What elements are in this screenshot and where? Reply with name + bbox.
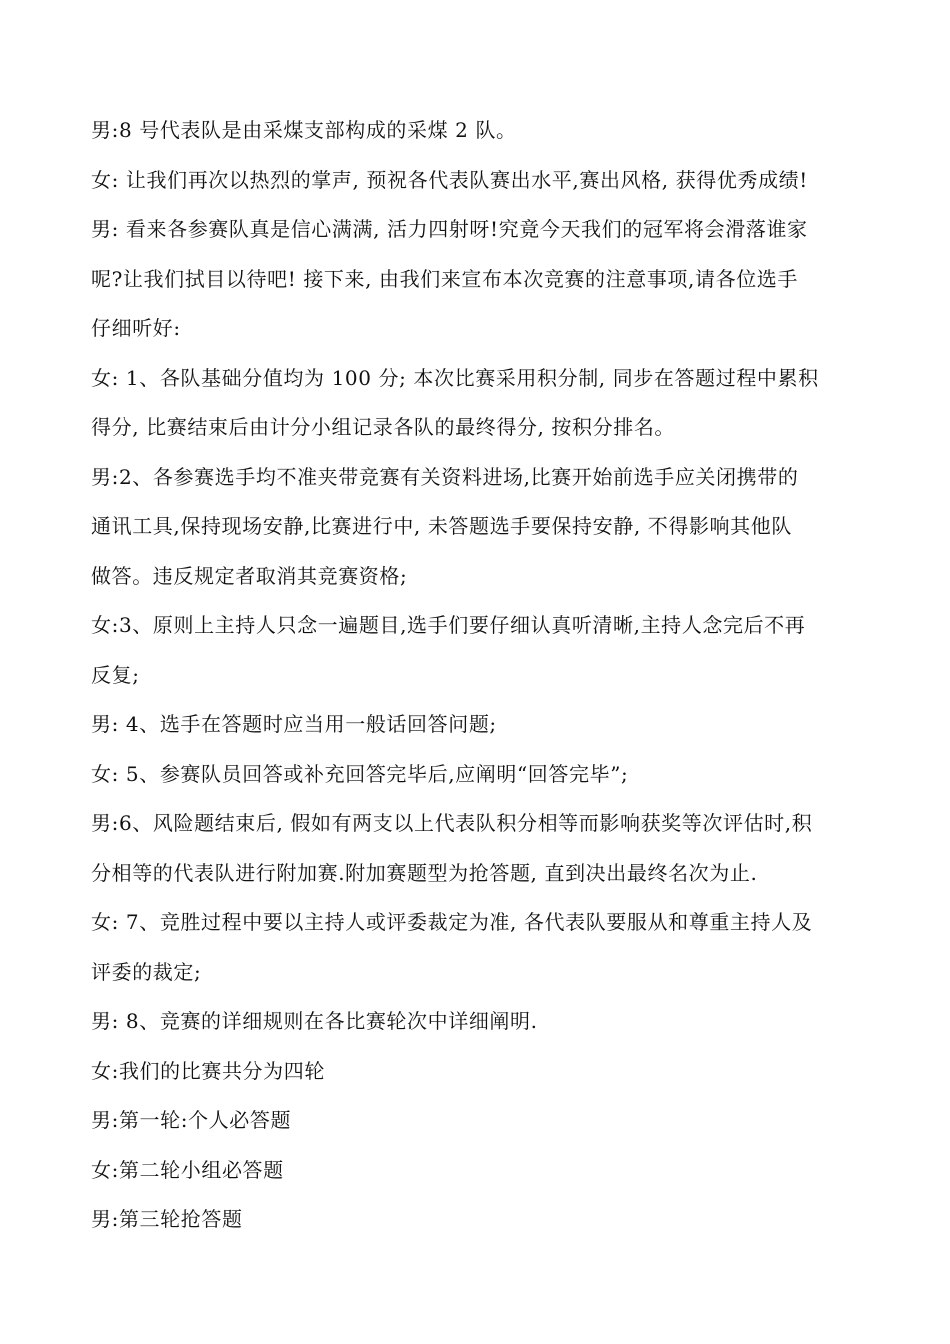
text-line: 男: 看来各参赛队真是信心满满, 活力四射呀!究竟今天我们的冠军将会滑落谁家 <box>91 217 808 241</box>
text-line: 呢?让我们拭目以待吧! 接下来, 由我们来宣布本次竞赛的注意事项,请各位选手 <box>91 266 798 291</box>
text-line: 得分, 比赛结束后由计分小组记录各队的最终得分, 按积分排名。 <box>91 415 676 439</box>
text-line: 女:3、原则上主持人只念一遍题目,选手们要仔细认真听清晰,主持人念完后不再 <box>91 613 806 637</box>
text-line: 男: 8、竞赛的详细规则在各比赛轮次中详细阐明. <box>91 1009 538 1033</box>
script-text <box>91 106 871 1245</box>
text-line: 女: 7、竞胜过程中要以主持人或评委裁定为准, 各代表队要服从和尊重主持人及 <box>91 910 813 934</box>
text-line: 男:第一轮:个人必答题 <box>91 1108 292 1132</box>
text-line: 女:第二轮小组必答题 <box>91 1157 284 1182</box>
text-line: 男:第三轮抢答题 <box>91 1207 243 1231</box>
text-line: 女: 1、各队基础分值均为 100 分; 本次比赛采用积分制, 同步在答题过程中累积 <box>91 365 819 390</box>
text-line: 女: 让我们再次以热烈的掌声, 预祝各代表队赛出水平,赛出风格, 获得优秀成绩! <box>91 167 808 192</box>
text-line: 分相等的代表队进行附加赛.附加赛题型为抢答题, 直到决出最终名次为止. <box>91 860 758 885</box>
text-line: 男:8 号代表队是由采煤支部构成的采煤 2 队。 <box>91 118 517 142</box>
text-line: 评委的裁定; <box>91 959 202 984</box>
text-line: 女:我们的比赛共分为四轮 <box>91 1058 325 1083</box>
text-line: 女: 5、参赛队员回答或补充回答完毕后,应阐明“回答完毕”; <box>91 761 629 786</box>
text-line: 反复; <box>91 662 140 687</box>
text-line: 男:6、风险题结束后, 假如有两支以上代表队积分相等而影响获奖等次评估时,积 <box>91 811 813 835</box>
text-line: 做答。违反规定者取消其竞赛资格; <box>91 563 408 588</box>
text-line: 男:2、各参赛选手均不准夹带竞赛有关资料进场,比赛开始前选手应关闭携带的 <box>91 464 799 489</box>
text-line: 仔细听好: <box>91 316 181 340</box>
text-line: 男: 4、选手在答题时应当用一般话回答问题; <box>91 712 497 736</box>
text-line: 通讯工具,保持现场安静,比赛进行中, 未答题选手要保持安静, 不得影响其他队 <box>91 514 792 538</box>
